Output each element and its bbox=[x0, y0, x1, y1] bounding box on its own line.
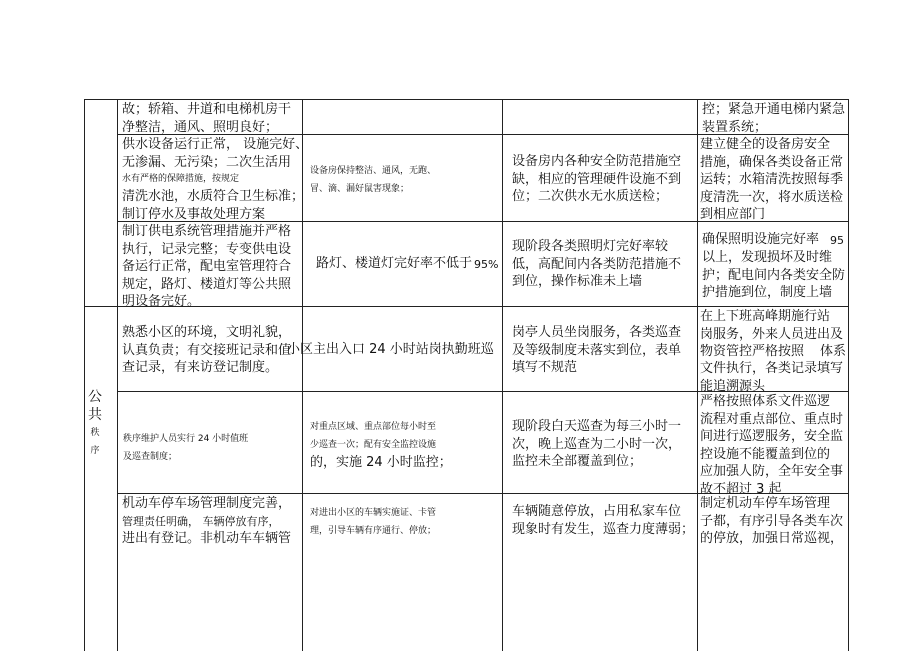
rule-col4 bbox=[697, 99, 698, 651]
row3-target: 路灯、楼道灯完好率不低于 bbox=[316, 256, 473, 271]
row3-measure-number: 95 bbox=[830, 234, 844, 247]
row3-measure-rest: 以上，发现损坏及时维 护；配电间内各类安全防 护措施到位，制度上墙 bbox=[702, 250, 846, 300]
row6-issue: 车辆随意停放，占用私家车位 现象时有发生，巡查力度薄弱； bbox=[512, 504, 695, 537]
row3-measure: 确保照明设施完好率 bbox=[702, 232, 820, 247]
row1-measure: 控；紧急开通电梯内紧急 装置系统； bbox=[702, 102, 846, 135]
rule-col1 bbox=[117, 99, 118, 651]
row6-measure: 制定机动车停车场管理 子都，有序引导各类车次 的停放，加强日常巡视， bbox=[700, 496, 844, 546]
row4-issue: 岗亭人员坐岗服务，各类巡查 及等级制度未落实到位，表单 填写不规范 bbox=[512, 325, 682, 375]
rule-col3 bbox=[502, 99, 503, 651]
row2-target: 设备房保持整洁、通风，无跑、 冒、滴、漏好鼠害现象； bbox=[310, 166, 437, 194]
row4-measure-rest: 文件执行，各类记录填写 能追溯源头 bbox=[700, 361, 844, 394]
row1-standard: 故；轿箱、井道和电梯机房干 净整洁，通风、照明良好； bbox=[122, 102, 292, 135]
row5-issue: 现阶段白天巡查为每三小时一 次，晚上巡查为二小时一次， 监控未全部覆盖到位； bbox=[512, 419, 682, 469]
category-label: 公 共 秩 序 bbox=[88, 389, 102, 456]
row2-issue: 设备房内各种安全防范措施空 缺，相应的管理硬件设施不到 位；二次供水无水质送检； bbox=[512, 154, 682, 204]
row4-target: 小区主出入口 24 小时站岗执勤班巡 bbox=[287, 342, 494, 357]
rule-top bbox=[84, 99, 848, 100]
rule-col5 bbox=[848, 99, 849, 651]
row3-issue: 现阶段各类照明灯完好率较 低，高配间内各类防范措施不 到位，操作标准未上墙 bbox=[512, 239, 682, 289]
rule-col0 bbox=[84, 99, 85, 651]
row4-measure-system: 体系 bbox=[820, 344, 847, 359]
row2-standard: 供水设备运行正常， 设施完好、 无渗漏、无污染；二次生活用 水有严格的保障措施，按规定 清洗水池，水质符合卫生标准； 制订停水及事故处理方案 bbox=[122, 137, 309, 222]
row3-standard: 制订供电系统管理措施并严格 执行，记录完整；专变供电设 备运行正常，配电室管理符合 规定，路灯、楼道灯等公共照 明设备完好。 bbox=[122, 224, 292, 309]
row5-target: 对重点区域、重点部位每小时至 少巡查一次；配有安全监控设施 的，实施 24 小时监控； bbox=[310, 422, 452, 470]
row2-measure: 建立健全的设备房安全 措施，确保各类设备正常 运转；水箱清洗按照每季 度清洗一次，将水质送检 到相应部门 bbox=[700, 137, 844, 222]
row5-standard: 秩序维护人员实行 24 小时值班 及巡查制度； bbox=[123, 434, 249, 462]
row4-measure: 在上下班高峰期施行站 岗服务，外来人员进出及 物资管控严格按照 bbox=[700, 309, 844, 359]
row6-standard: 机动车停车场管理制度完善， 管理责任明确， 车辆停放有序， 进出有登记。非机动车车辆管 bbox=[122, 496, 292, 546]
row5-measure: 严格按照体系文件巡逻 流程对重点部位、重点时 间进行巡逻服务，安全监 控设施不能覆盖到位的 应加强人防，全年安全事 故不超过 3 起 bbox=[700, 394, 844, 497]
row3-target-percent: 95% bbox=[474, 258, 499, 271]
row4-standard: 熟悉小区的环境，文明礼貌， 认真负责；有交接班记录和值 查记录，有来访登记制度。 bbox=[122, 325, 292, 375]
row6-target: 对进出小区的车辆实施证、卡管 理，引导车辆有序通行、停放； bbox=[310, 508, 437, 536]
